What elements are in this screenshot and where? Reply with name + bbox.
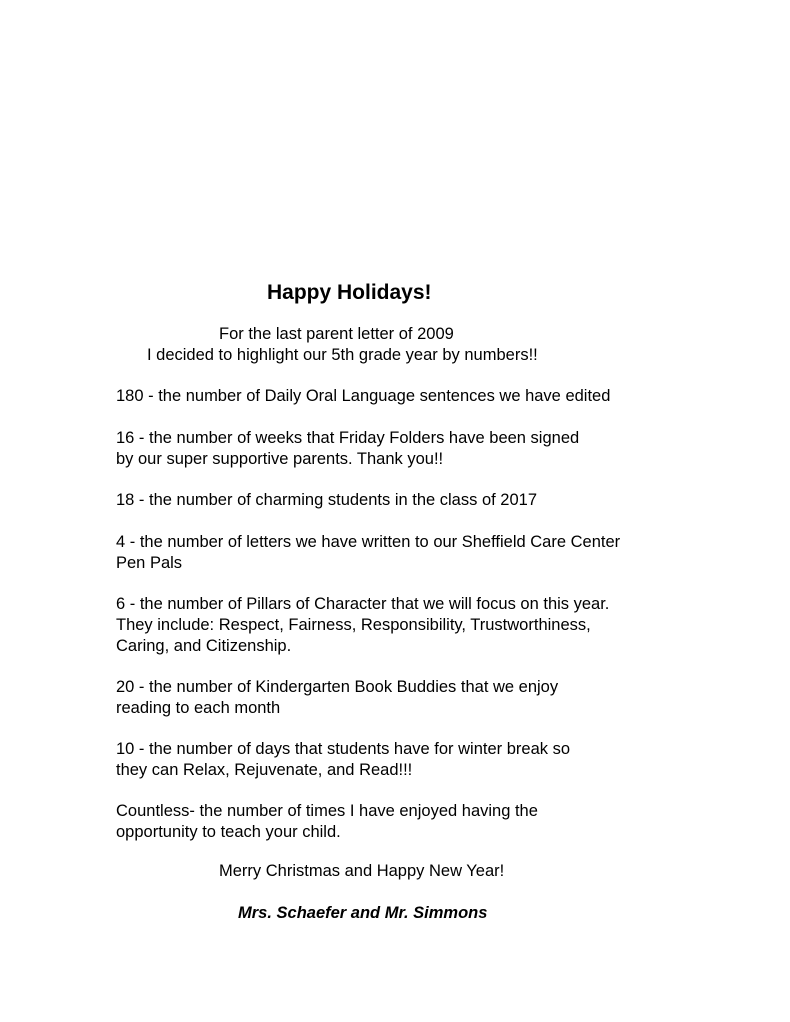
item-20-book-buddies	[116, 677, 558, 719]
signature: Mrs. Schaefer and Mr. Simmons	[238, 904, 488, 922]
item-4-pen-pal-letters	[116, 532, 620, 574]
intro-line-2: I decided to highlight our 5th grade year by numbers!!	[147, 346, 538, 364]
item-line: 20 - the number of Kindergarten Book Buddies that we enjoy	[116, 678, 559, 696]
item-line: by our super supportive parents. Thank you!!	[116, 450, 444, 468]
item-6-pillars-of-character	[116, 594, 609, 657]
closing-greeting: Merry Christmas and Happy New Year!	[219, 862, 505, 880]
item-line: 6 - the number of Pillars of Character that we will focus on this year.	[116, 595, 610, 613]
letter-title: Happy Holidays!	[267, 281, 432, 304]
item-line: Pen Pals	[116, 554, 183, 572]
item-18-students	[116, 490, 537, 511]
item-line: 16 - the number of weeks that Friday Folders have been signed	[116, 429, 580, 447]
item-line: 4 - the number of letters we have written to our Sheffield Care Center	[116, 533, 621, 551]
item-180-daily-oral-language	[116, 386, 610, 407]
item-line: Countless- the number of times I have enjoyed having the	[116, 802, 538, 820]
item-line: reading to each month	[116, 699, 281, 717]
intro-line-1: For the last parent letter of 2009	[219, 325, 454, 343]
item-16-friday-folders	[116, 428, 579, 470]
item-line: Caring, and Citizenship.	[116, 637, 292, 655]
item-line: they can Relax, Rejuvenate, and Read!!!	[116, 761, 413, 779]
item-line: 18 - the number of charming students in the class of 2017	[116, 491, 537, 509]
item-10-winter-break	[116, 739, 570, 781]
item-line: 180 - the number of Daily Oral Language sentences we have edited	[116, 387, 611, 405]
item-countless-teaching	[116, 801, 538, 843]
item-line: They include: Respect, Fairness, Responsibility, Trustworthiness,	[116, 616, 591, 634]
item-line: opportunity to teach your child.	[116, 823, 341, 841]
item-line: 10 - the number of days that students have for winter break so	[116, 740, 570, 758]
